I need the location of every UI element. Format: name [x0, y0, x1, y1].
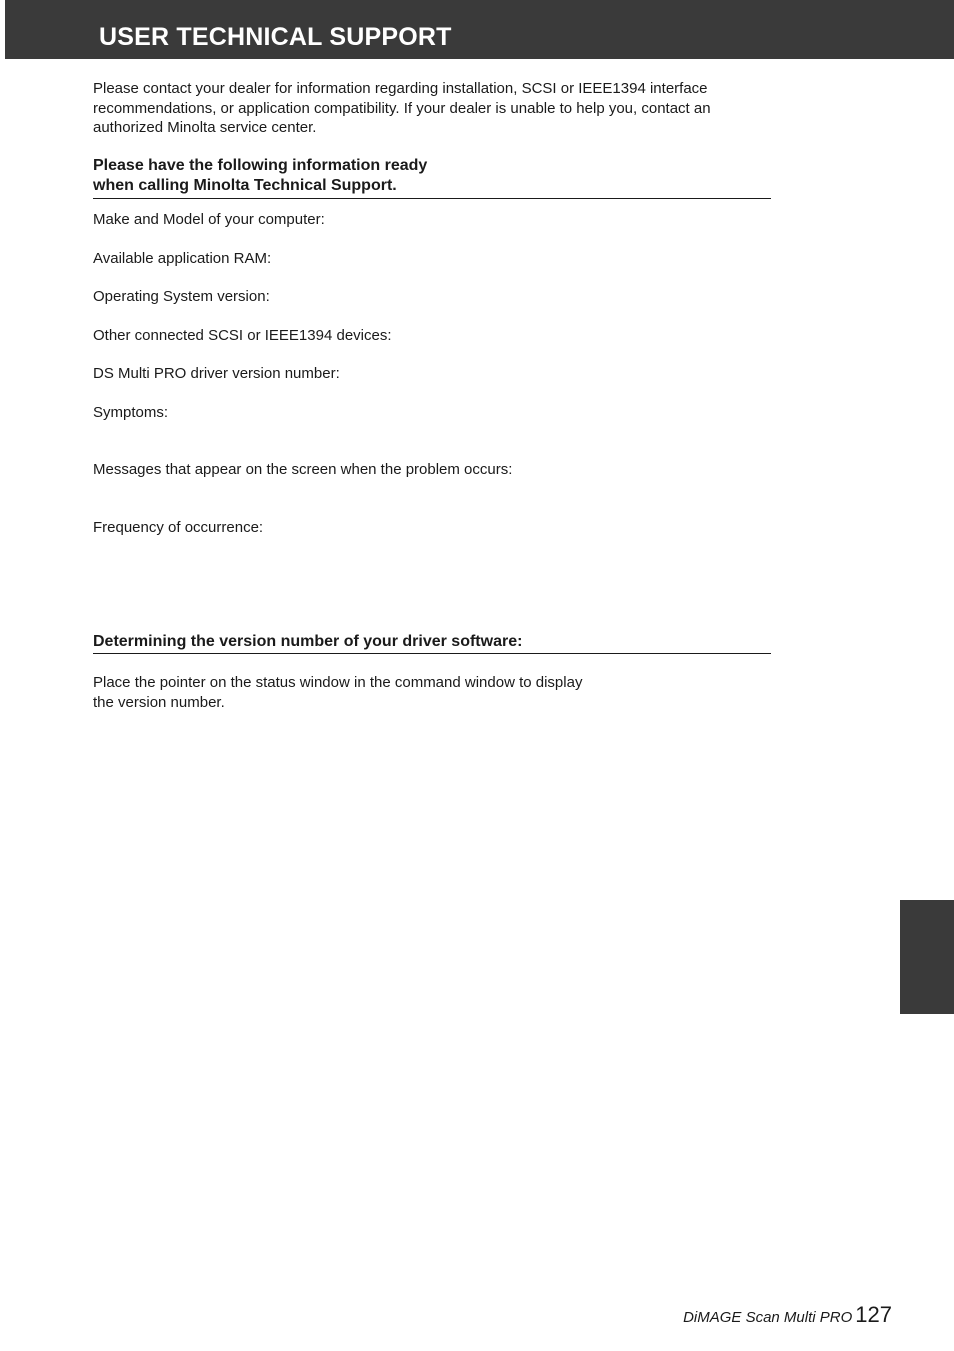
page-number: 127 [855, 1302, 892, 1327]
version-section-heading: Determining the version number of your driver software: [93, 632, 771, 654]
chapter-tab [900, 900, 954, 1014]
field-messages: Messages that appear on the screen when the problem occurs: [93, 461, 513, 478]
field-application-ram: Available application RAM: [93, 250, 272, 267]
version-instructions [93, 673, 582, 713]
page-title: USER TECHNICAL SUPPORT [99, 23, 452, 51]
info-heading-line-1: Please have the following information ready [93, 157, 428, 174]
version-instructions-line-1: Place the pointer on the status window in the command window to display [93, 674, 583, 691]
page-footer [683, 1302, 892, 1328]
field-connected-devices: Other connected SCSI or IEEE1394 devices: [93, 327, 392, 344]
field-computer-model: Make and Model of your computer: [93, 211, 325, 228]
header-bar [5, 0, 954, 59]
field-frequency: Frequency of occurrence: [93, 519, 264, 536]
field-os-version: Operating System version: [93, 288, 270, 305]
field-symptoms: Symptoms: [93, 404, 169, 421]
intro-paragraph: Please contact your dealer for information regarding installation, SCSI or IEEE1394 interface recommendations, or application compatibility. If your dealer is unable to help you, contact an authorized Minolta service center. [93, 80, 711, 136]
info-heading-line-2: when calling Minolta Technical Support. [93, 177, 397, 194]
footer-product-name: DiMAGE Scan Multi PRO [683, 1309, 853, 1326]
info-section-heading [93, 156, 771, 199]
field-driver-version: DS Multi PRO driver version number: [93, 365, 340, 382]
version-instructions-line-2: the version number. [93, 694, 225, 711]
